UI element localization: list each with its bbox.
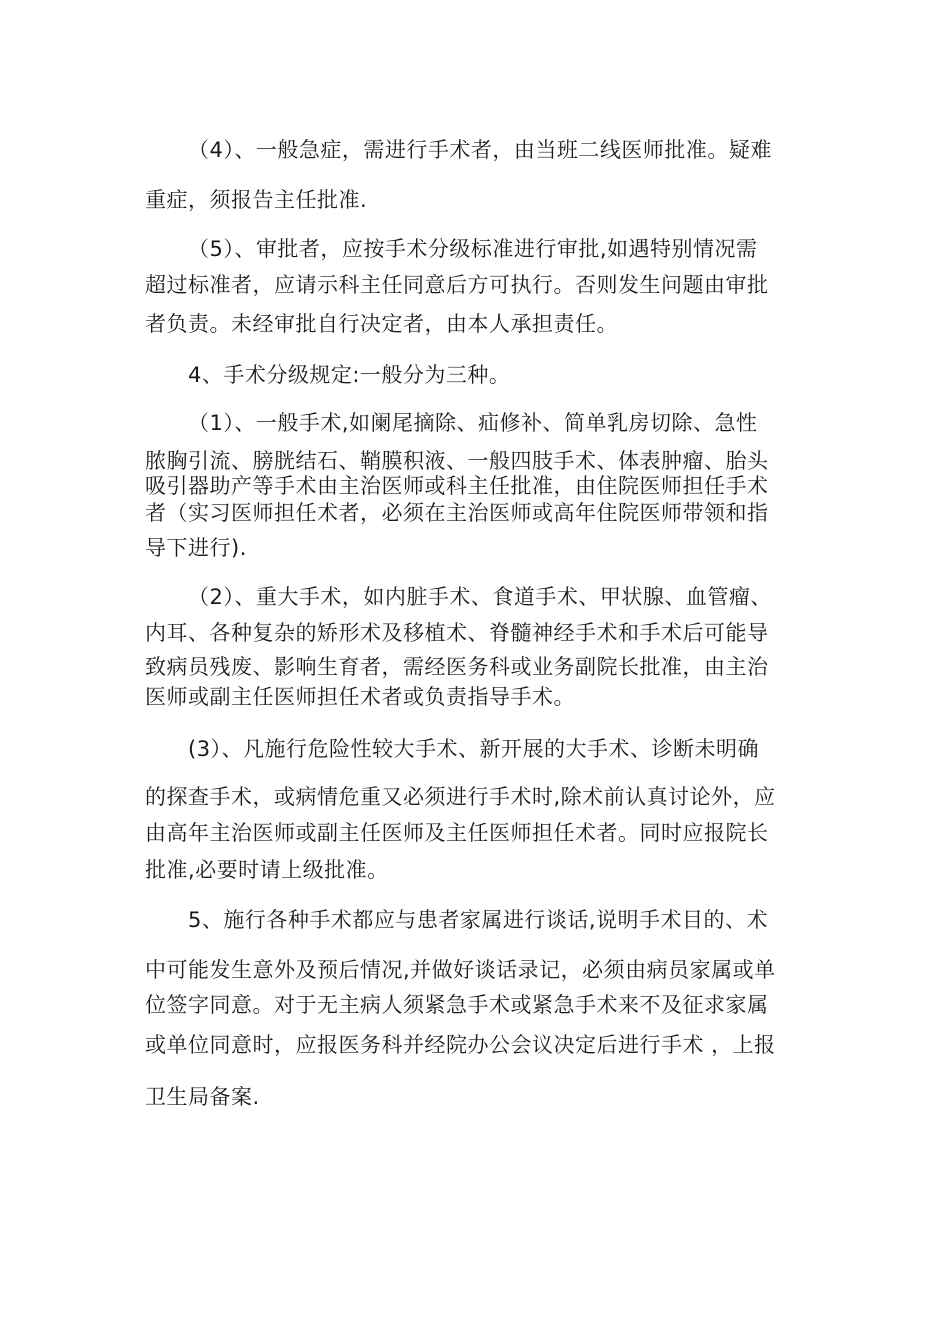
text-line: 内耳、各种复杂的矫形术及移植术、脊髓神经手术和手术后可能导 — [145, 621, 769, 645]
text-line: 卫生局备案. — [145, 1085, 260, 1109]
text-line: 重症，须报告主任批准. — [145, 188, 368, 212]
text-line: 批准,必要时请上级批准。 — [145, 858, 389, 882]
text-line: 中可能发生意外及预后情况,并做好谈话录记，必须由病员家属或单 — [145, 958, 776, 982]
text-line: 位签字同意。对于无主病人须紧急手术或紧急手术来不及征求家属 — [145, 993, 769, 1017]
text-line: 5、施行各种手术都应与患者家属进行谈话,说明手术目的、术 — [188, 908, 769, 932]
text-line: 脓胸引流、膀胱结石、鞘膜积液、一般四肢手术、体表肿瘤、胎头 — [145, 449, 769, 473]
text-line: （5）、审批者，应按手术分级标准进行审批,如遇特别情况需 — [188, 237, 758, 261]
text-line: （1）、一般手术,如阑尾摘除、疝修补、简单乳房切除、急性 — [188, 411, 758, 435]
text-line: (3）、凡施行危险性较大手术、新开展的大手术、诊断未明确 — [188, 737, 760, 761]
text-line: 超过标准者，应请示科主任同意后方可执行。否则发生问题由审批 — [145, 273, 769, 297]
text-line: 医师或副主任医师担任术者或负责指导手术。 — [145, 685, 575, 709]
text-line: 者（实习医师担任术者，必须在主治医师或高年住院医师带领和指 — [145, 501, 769, 525]
text-line: （4）、一般急症，需进行手术者，由当班二线医师批准。疑难 — [188, 138, 772, 162]
text-line: 吸引器助产等手术由主治医师或科主任批准，由住院医师担任手术 — [145, 474, 769, 498]
text-line: 导下进行). — [145, 536, 247, 560]
text-line: 由高年主治医师或副主任医师及主任医师担任术者。同时应报院长 — [145, 821, 769, 845]
text-line: 或单位同意时，应报医务科并经院办公会议决定后进行手术 ，上报 — [145, 1033, 776, 1057]
text-line: （2）、重大手术，如内脏手术、食道手术、甲状腺、血管瘤、 — [188, 585, 772, 609]
text-line: 致病员残废、影响生育者，需经医务科或业务副院长批准，由主治 — [145, 655, 769, 679]
text-line: 者负责。未经审批自行决定者，由本人承担责任。 — [145, 312, 618, 336]
text-line: 4、手术分级规定:一般分为三种。 — [188, 363, 511, 387]
text-line: 的探查手术，或病情危重又必须进行手术时,除术前认真讨论外，应 — [145, 785, 776, 809]
